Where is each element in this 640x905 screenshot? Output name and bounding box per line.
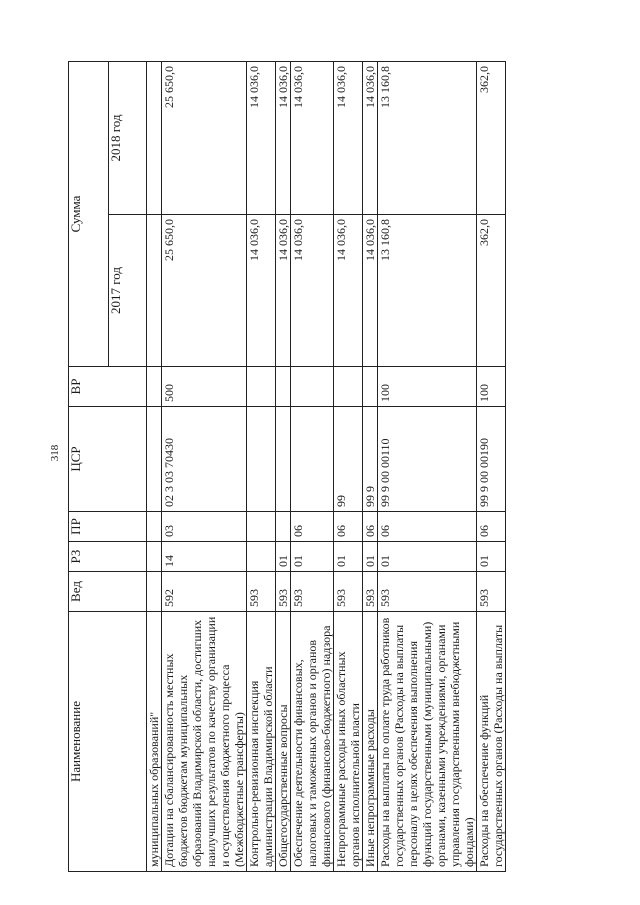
cell-pr: 06 <box>477 512 506 542</box>
cell-pr: 03 <box>162 512 247 542</box>
header-sum: Сумма <box>69 62 109 367</box>
header-vr: ВР <box>69 367 147 407</box>
cell-name: Дотации на сбалансированность местных бюджетов бюджетам муниципальных образований Владимирской области, достигших наилучших результатов по качеству организации и осуществления бюджетного процесса (Межбюджетные трансферты) <box>162 612 247 872</box>
cell-rz: 01 <box>334 542 363 572</box>
cell-name: Иные непрограммные расходы <box>363 612 378 872</box>
table-row <box>247 62 276 872</box>
header-rz: РЗ <box>69 542 147 572</box>
cell-vr <box>247 367 276 407</box>
header-name: Наименование <box>69 612 147 872</box>
cell-name: Расходы на выплаты по оплате труда работников государственных органов (Расходы на выплаты персоналу в целях обеспечения выполнения функций государственными (муниципальными) органами, казенными учреждениями, органами управления государственными внебюджетными фондами) <box>378 612 477 872</box>
header-csr: ЦСР <box>69 407 147 512</box>
cell-vr <box>291 367 334 407</box>
cell-rz <box>147 542 162 572</box>
header-pr: ПР <box>69 512 147 542</box>
cell-csr: 99 9 00 00110 <box>378 407 477 512</box>
cell-2018: 25 650,0 <box>162 62 247 215</box>
cell-ved: 592 <box>162 572 247 612</box>
cell-vr <box>334 367 363 407</box>
cell-csr <box>247 407 276 512</box>
cell-2018: 13 160,8 <box>378 62 477 215</box>
cell-name: Контрольно-ревизионная инспекция администрации Владимирской области <box>247 612 276 872</box>
cell-2017: 25 650,0 <box>162 215 247 367</box>
cell-2018: 362,0 <box>477 62 506 215</box>
cell-ved: 593 <box>378 572 477 612</box>
cell-2018: 14 036,0 <box>291 62 334 215</box>
cell-name: Расходы на обеспечение функций государственных органов (Расходы на выплаты <box>477 612 506 872</box>
cell-ved <box>147 572 162 612</box>
cell-csr <box>147 407 162 512</box>
cell-vr: 500 <box>162 367 247 407</box>
cell-vr <box>147 367 162 407</box>
cell-2018: 14 036,0 <box>334 62 363 215</box>
cell-2017: 14 036,0 <box>363 215 378 367</box>
cell-rz: 01 <box>477 542 506 572</box>
cell-pr <box>247 512 276 542</box>
cell-pr <box>147 512 162 542</box>
table-row <box>477 62 506 872</box>
cell-pr: 06 <box>334 512 363 542</box>
cell-csr <box>276 407 291 512</box>
cell-pr: 06 <box>363 512 378 542</box>
cell-2017: 14 036,0 <box>291 215 334 367</box>
cell-ved: 593 <box>477 572 506 612</box>
table-row <box>291 62 334 872</box>
cell-pr <box>276 512 291 542</box>
cell-2018: 14 036,0 <box>276 62 291 215</box>
cell-2017: 14 036,0 <box>276 215 291 367</box>
cell-name: Непрограммные расходы иных областных органов исполнительной власти <box>334 612 363 872</box>
cell-2017: 14 036,0 <box>247 215 276 367</box>
header-2018: 2018 год <box>109 62 147 215</box>
header-2017: 2017 год <box>109 215 147 367</box>
cell-2018: 14 036,0 <box>363 62 378 215</box>
table-row <box>276 62 291 872</box>
table-row <box>378 62 477 872</box>
cell-csr: 99 9 <box>363 407 378 512</box>
cell-vr: 100 <box>378 367 477 407</box>
cell-name: Обеспечение деятельности финансовых, налоговых и таможенных органов и органов финансового (финансово-бюджетного) надзора <box>291 612 334 872</box>
budget-table <box>68 61 506 872</box>
header-ved: Вед <box>69 572 147 612</box>
cell-rz: 01 <box>291 542 334 572</box>
table-row <box>363 62 378 872</box>
cell-2017: 362,0 <box>477 215 506 367</box>
cell-ved: 593 <box>334 572 363 612</box>
cell-ved: 593 <box>291 572 334 612</box>
page-number: 318 <box>49 444 61 462</box>
cell-name: муниципальных образований" <box>147 612 162 872</box>
cell-csr: 99 9 00 00190 <box>477 407 506 512</box>
cell-pr: 06 <box>378 512 477 542</box>
cell-vr <box>276 367 291 407</box>
table-row <box>162 62 247 872</box>
cell-csr <box>291 407 334 512</box>
rotated-table-wrapper <box>68 62 588 872</box>
cell-ved: 593 <box>247 572 276 612</box>
cell-2017: 13 160,8 <box>378 215 477 367</box>
cell-pr: 06 <box>291 512 334 542</box>
cell-rz: 01 <box>378 542 477 572</box>
cell-vr <box>363 367 378 407</box>
cell-name: Общегосударственные вопросы <box>276 612 291 872</box>
cell-rz: 01 <box>363 542 378 572</box>
cell-rz <box>247 542 276 572</box>
cell-vr: 100 <box>477 367 506 407</box>
cell-ved: 593 <box>363 572 378 612</box>
cell-csr: 02 3 03 70430 <box>162 407 247 512</box>
cell-rz: 14 <box>162 542 247 572</box>
cell-csr: 99 <box>334 407 363 512</box>
table-body <box>147 62 506 872</box>
cell-2017: 14 036,0 <box>334 215 363 367</box>
cell-2017 <box>147 215 162 367</box>
table-row <box>334 62 363 872</box>
cell-2018 <box>147 62 162 215</box>
cell-rz: 01 <box>276 542 291 572</box>
cell-ved: 593 <box>276 572 291 612</box>
cell-2018: 14 036,0 <box>247 62 276 215</box>
table-row <box>147 62 162 872</box>
